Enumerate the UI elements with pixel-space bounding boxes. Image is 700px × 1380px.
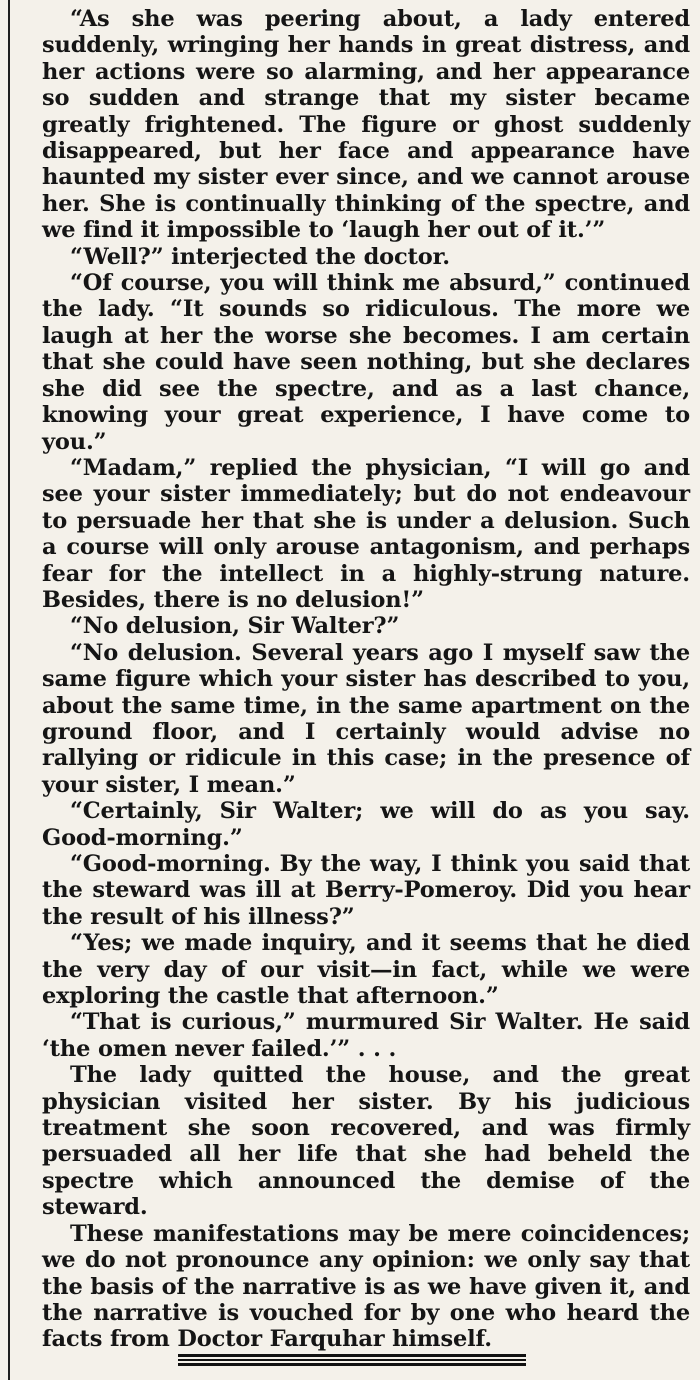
article-body bbox=[42, 6, 690, 1353]
paragraph-8: “Good-morning. By the way, I think you said that the steward was ill at Berry-Pomeroy. Did you hear the result of his illness?” bbox=[42, 851, 690, 930]
paragraph-11: The lady quitted the house, and the great physician visited her sister. By his judicious treatment she soon recovered, and was firmly persuaded all her life that she had beheld the spectre which announced the demise of the steward. bbox=[42, 1062, 690, 1221]
paragraph-9: “Yes; we made inquiry, and it seems that he died the very day of our visit—in fact, while we were exploring the castle that afternoon.” bbox=[42, 930, 690, 1010]
paragraph-5: “No delusion, Sir Walter?” bbox=[70, 613, 400, 640]
paragraph-10: “That is curious,” murmured Sir Walter. He said ‘the omen never failed.’” . . . bbox=[42, 1009, 690, 1062]
paragraph-2: “Well?” interjected the doctor. bbox=[70, 243, 450, 270]
paragraph-6: “No delusion. Several years ago I myself saw the same figure which your sister has described to you, about the same time, in the same apartment on the ground floor, and I certainly would advise no rallying or ridicule in this case; in the presence of your sister, I mean.” bbox=[42, 639, 690, 798]
paragraph-7: “Certainly, Sir Walter; we will do as you say. Good-morning.” bbox=[42, 798, 690, 851]
paragraph-12: These manifestations may be mere coincidences; we do not pronounce any opinion: we only say that the basis of the narrative is as we have given it, and the narrative is vouched for by one who heard the facts from Doctor Farquhar himself. bbox=[42, 1220, 690, 1353]
paragraph-4: “Madam,” replied the physician, “I will go and see your sister immediately; but do not endeavour to persuade her that she is under a delusion. Such a course will only arouse antagonism, and perhaps fear for the intellect in a highly-strung nature. Besides, there is no delusion!” bbox=[42, 454, 690, 613]
paragraph-1: “As she was peering about, a lady entered suddenly, wringing her hands in great distress, and her actions were so alarming, and her appearance so sudden and strange that my sister became greatly frightened. The figure or ghost suddenly disappeared, but her face and appearance have haunted my sister ever since, and we cannot arouse her. She is continually thinking of the spectre, and we find it impossible to ‘laugh her out of it.’” bbox=[42, 6, 690, 244]
end-of-article-rule bbox=[178, 1354, 526, 1366]
paragraph-3: “Of course, you will think me absurd,” continued the lady. “It sounds so ridiculous. The more we laugh at her the worse she becomes. I am certain that she could have seen nothing, but she declares she did see the spectre, and as a last chance, knowing your great experience, I have come to you.” bbox=[42, 270, 690, 455]
column-rule bbox=[8, 0, 10, 1380]
